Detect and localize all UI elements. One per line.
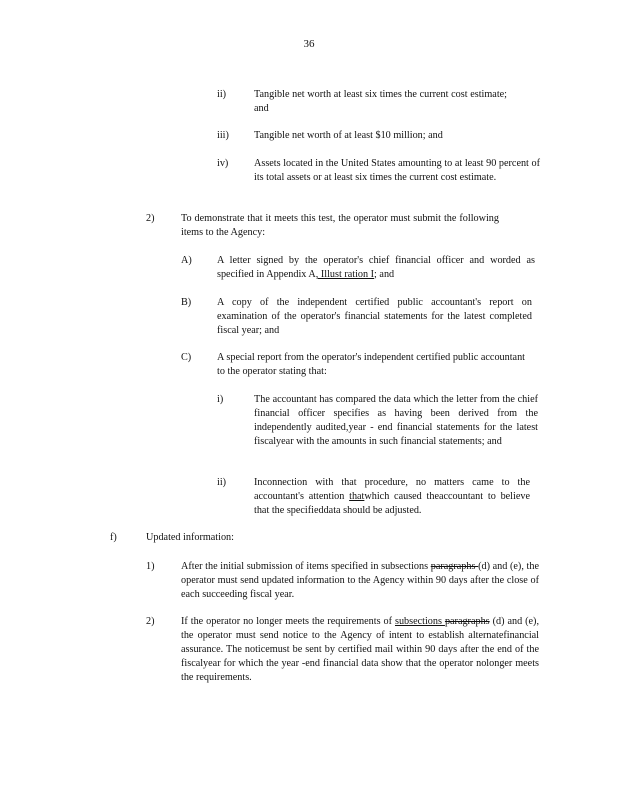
section-heading: Updated information:	[146, 532, 234, 543]
item-text	[254, 476, 530, 518]
item-label: iv)	[217, 158, 229, 169]
item-text: A copy of the independent certified public accountant's report on examination of the operator's financial statements for the latest completed fiscal year; and	[217, 297, 532, 336]
item-label: 1)	[146, 561, 155, 572]
text-segment: (d) and (e), the operator must send updated information to the Agency within 90 days after the close of each succeeding fiscal year.	[181, 561, 539, 600]
item-text: Assets located in the United States amounting to at least 90 percent of its total assets or at least six times the current cost estimate.	[254, 158, 540, 183]
item-text: To demonstrate that it meets this test, the operator must submit the following items to the Agency:	[181, 213, 499, 238]
text-segment: A letter signed by the operator's chief financial officer and worded as specified in Appendix A	[217, 255, 535, 280]
item-label: 2)	[146, 213, 155, 224]
text-segment: ; and	[374, 268, 395, 280]
item-text: Tangible net worth at least six times the current cost estimate; and	[254, 89, 507, 114]
text-segment: After the initial submission of items specified in subsections	[181, 561, 431, 572]
inserted-text: subsections	[394, 616, 445, 627]
item-text: A special report from the operator's independent certified public accountant to the operator stating that:	[217, 352, 525, 377]
item-text	[181, 560, 539, 602]
text-segment: which caused theaccountant to believe that the specifieddata should be adjusted.	[254, 490, 530, 516]
item-label: f)	[110, 532, 117, 543]
item-label: ii)	[217, 477, 227, 488]
item-label: C)	[181, 352, 192, 363]
deleted-text: paragraphs	[444, 616, 490, 627]
item-text	[181, 615, 539, 685]
item-label: ii)	[217, 89, 227, 100]
item-text: The accountant has compared the data which the letter from the chief financial officer specifies as having been derived from the independently audited,year - end financial statements for the latest fiscalyear with the amounts in such financial statements; and	[254, 394, 538, 447]
text-segment: If the operator no longer meets the requirements of	[181, 616, 395, 627]
item-text	[217, 254, 535, 282]
item-label: B)	[181, 297, 192, 308]
item-text: Tangible net worth of at least $10 million; and	[254, 130, 443, 141]
text-segment: (d) and (e), the operator must send notice to the Agency of intent to establish alternatefinancial assurance. The noticemust be sent by certified mail within 90 days after the end of the fiscalyear for which the year -end financial data show that the operator nolonger meets the requirements.	[181, 616, 539, 683]
inserted-text: , Illust ration I	[315, 268, 375, 280]
item-label: 2)	[146, 616, 155, 627]
page-number: 36	[303, 38, 315, 50]
text-segment: Inconnection with that procedure, no matters came to the accountant's attention	[254, 477, 530, 502]
item-label: A)	[181, 255, 192, 266]
item-label: iii)	[217, 130, 229, 141]
item-label: i)	[217, 394, 224, 405]
inserted-text: that	[349, 490, 365, 502]
deleted-text: paragraphs	[430, 561, 479, 572]
